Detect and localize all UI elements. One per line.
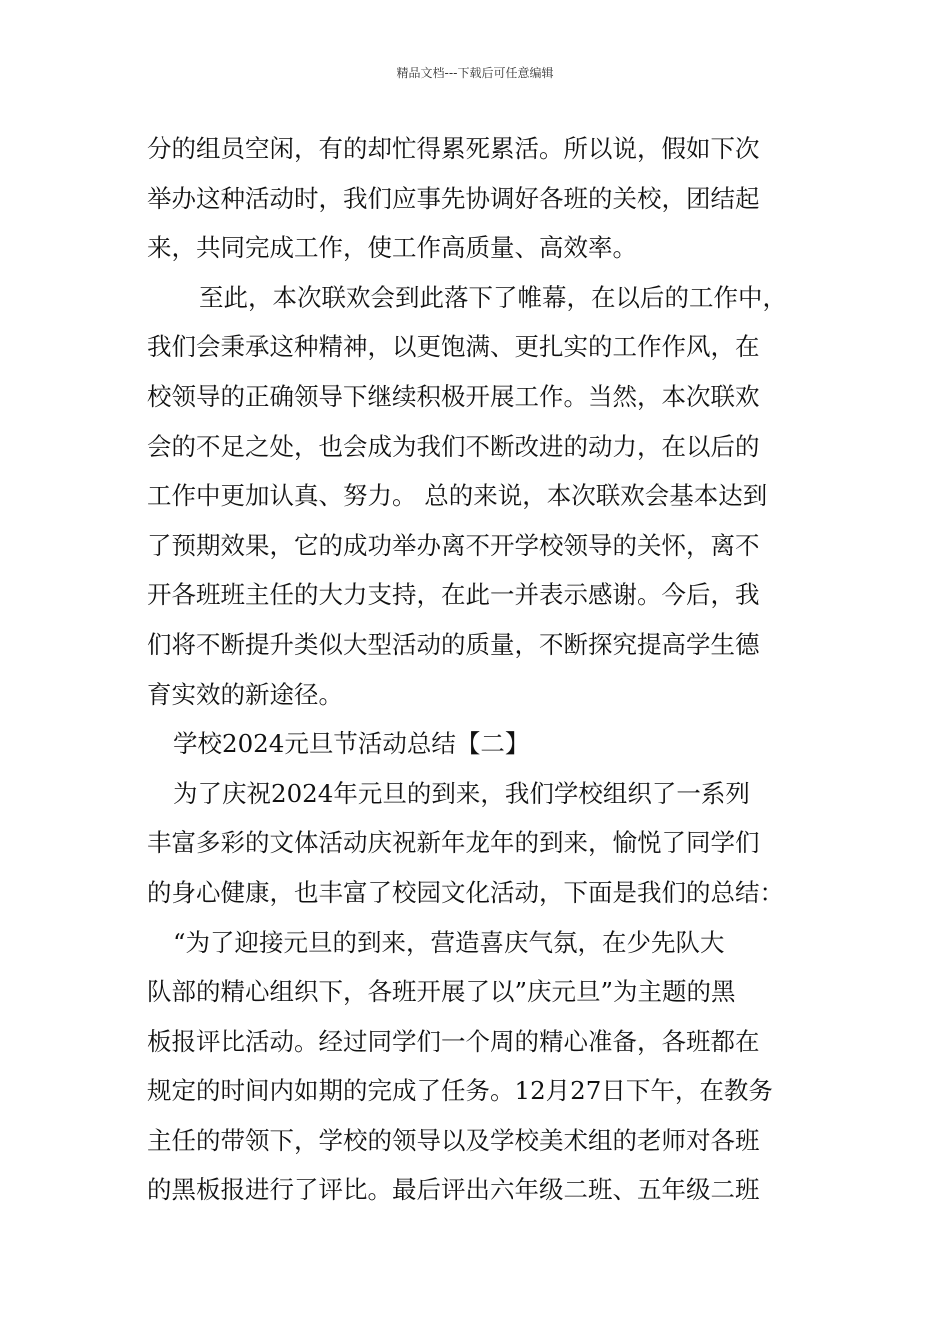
text-line: 校领导的正确领导下继续积极开展工作。当然，本次联欢: [147, 381, 760, 411]
paragraph-start-line: “为了迎接元旦的到来，营造喜庆气氛，在少先队大: [173, 927, 725, 957]
text-line: 队部的精心组织下，各班开展了以”庆元旦”为主题的黑: [147, 977, 736, 1007]
text-line: 举办这种活动时，我们应事先协调好各班的关校，团结起: [147, 183, 760, 213]
page-header: 精品文档---下载后可任意编辑: [396, 66, 554, 80]
text-line: 们将不断提升类似大型活动的质量，不断探究提高学生德: [147, 629, 760, 659]
text-line: 规定的时间内如期的完成了任务。12月27日下午，在教务: [147, 1076, 773, 1106]
text-line: 的身心健康，也丰富了校园文化活动，下面是我们的总结：: [147, 877, 784, 907]
section-heading: 学校2024元旦节活动总结【二】: [173, 729, 530, 759]
text-line: 开各班班主任的大力支持，在此一并表示感谢。今后，我: [147, 580, 760, 610]
text-line: 会的不足之处，也会成为我们不断改进的动力，在以后的: [147, 431, 760, 461]
text-line: 了预期效果，它的成功举办离不开学校领导的关怀，离不: [147, 530, 760, 560]
text-line: 我们会秉承这种精神，以更饱满、更扎实的工作作风，在: [147, 332, 760, 362]
text-line: 育实效的新途径。: [147, 679, 343, 709]
text-line: 板报评比活动。经过同学们一个周的精心准备，各班都在: [147, 1026, 760, 1056]
text-line: 来，共同完成工作，使工作高质量、高效率。: [147, 233, 637, 263]
text-line: 分的组员空闲，有的却忙得累死累活。所以说，假如下次: [147, 134, 760, 163]
paragraph-start-line: 至此，本次联欢会到此落下了帷幕，在以后的工作中，: [199, 282, 787, 312]
text-line: 工作中更加认真、努力。 总的来说，本次联欢会基本达到: [147, 481, 768, 511]
paragraph-start-line: 为了庆祝2024年元旦的到来，我们学校组织了一系列: [173, 778, 750, 808]
text-line: 的黑板报进行了评比。最后评出六年级二班、五年级二班: [147, 1175, 760, 1205]
text-line: 主任的带领下，学校的领导以及学校美术组的老师对各班: [147, 1125, 760, 1155]
text-line: 丰富多彩的文体活动庆祝新年龙年的到来，愉悦了同学们: [147, 828, 760, 858]
document-body: [147, 124, 812, 1215]
